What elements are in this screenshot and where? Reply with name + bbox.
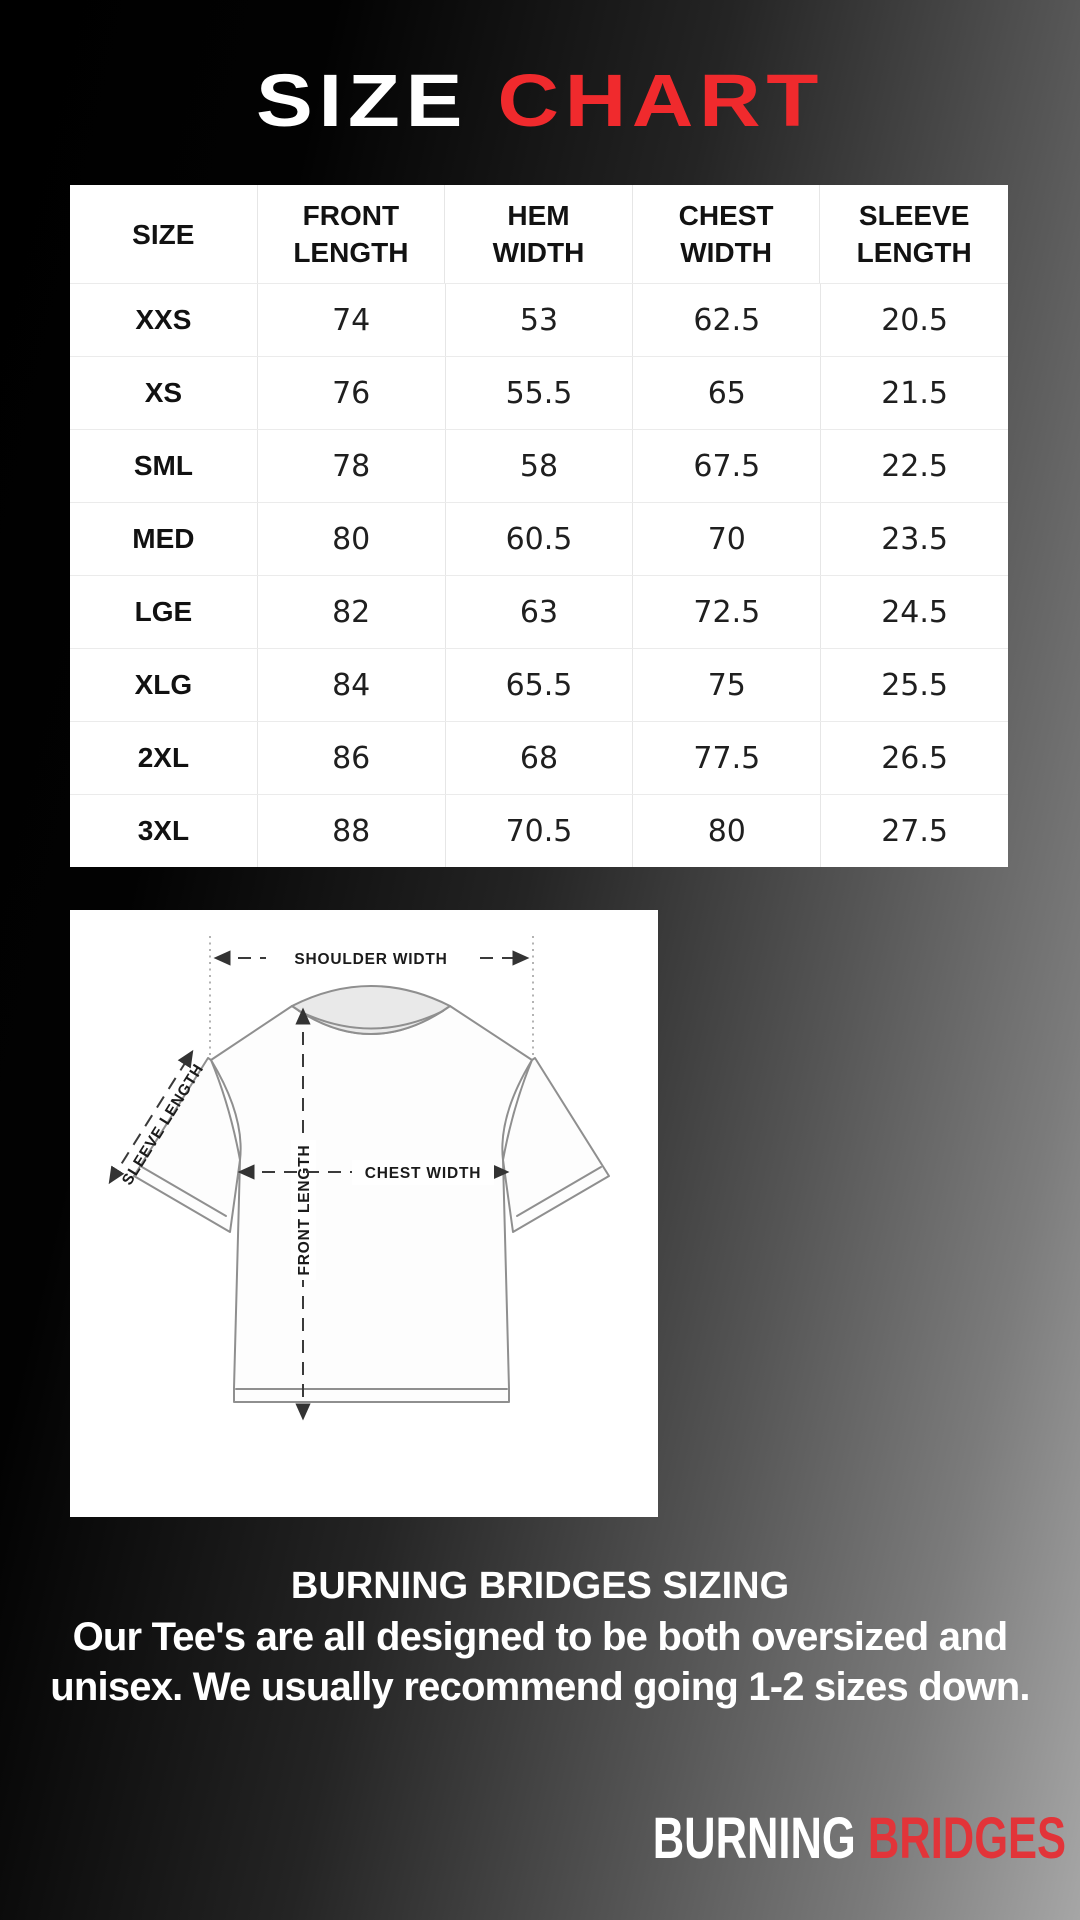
size-chart-table (70, 185, 1008, 867)
measurement-value: 58 (446, 430, 634, 502)
size-label: 3XL (70, 795, 258, 867)
size-label: SML (70, 430, 258, 502)
measurement-value: 22.5 (821, 430, 1008, 502)
brand-logo (515, 1806, 1066, 1871)
measurement-value: 53 (446, 284, 634, 356)
tshirt-diagram (70, 910, 658, 1517)
measurement-value: 77.5 (633, 722, 821, 794)
measurement-value: 74 (258, 284, 446, 356)
chest-width-label: CHEST WIDTH (364, 1165, 482, 1182)
size-label: LGE (70, 576, 258, 648)
table-row (70, 648, 1008, 721)
measurement-value: 88 (258, 795, 446, 867)
table-row (70, 575, 1008, 648)
measurement-value: 70.5 (446, 795, 634, 867)
measurement-value: 80 (258, 503, 446, 575)
size-label: XS (70, 357, 258, 429)
measurement-value: 24.5 (821, 576, 1008, 648)
size-label: XLG (70, 649, 258, 721)
table-row (70, 794, 1008, 867)
measurement-value: 86 (258, 722, 446, 794)
description-heading: BURNING BRIDGES SIZING (290, 1565, 790, 1607)
measurement-value: 55.5 (446, 357, 634, 429)
size-label: XXS (70, 284, 258, 356)
measurement-value: 84 (258, 649, 446, 721)
table-row (70, 283, 1008, 356)
header-size: SIZE (70, 185, 258, 283)
shoulder-width-label: SHOULDER WIDTH (294, 951, 448, 968)
logo-burning-word: BURNING (652, 1806, 856, 1871)
size-label: 2XL (70, 722, 258, 794)
table-row (70, 502, 1008, 575)
tee-body (211, 1006, 532, 1402)
tshirt-diagram-panel (70, 910, 658, 1517)
sleeve-length-label: SLEEVE LENGTH (118, 1060, 208, 1189)
table-header-row (70, 185, 1008, 283)
measurement-value: 76 (258, 357, 446, 429)
table-row (70, 429, 1008, 502)
measurement-value: 60.5 (446, 503, 634, 575)
measurement-value: 70 (633, 503, 821, 575)
measurement-value: 23.5 (821, 503, 1008, 575)
table-row (70, 721, 1008, 794)
measurement-value: 27.5 (821, 795, 1008, 867)
measurement-value: 21.5 (821, 357, 1008, 429)
size-label: MED (70, 503, 258, 575)
logo-bridges-word: BRIDGES (867, 1806, 1066, 1871)
measurement-value: 63 (446, 576, 634, 648)
table-row (70, 356, 1008, 429)
measurement-value: 20.5 (821, 284, 1008, 356)
title-chart-word: CHART (497, 59, 825, 142)
measurement-value: 78 (258, 430, 446, 502)
measurement-value: 25.5 (821, 649, 1008, 721)
size-table-body (70, 283, 1008, 867)
tshirt-drawing (134, 986, 609, 1402)
description-line-2: unisex. We usually recommend going 1-2 sizes down. (50, 1665, 1030, 1709)
measurement-value: 65.5 (446, 649, 634, 721)
page-title (0, 58, 1080, 143)
measurement-value: 68 (446, 722, 634, 794)
measurement-value: 65 (633, 357, 821, 429)
measurement-value: 80 (633, 795, 821, 867)
measurement-value: 62.5 (633, 284, 821, 356)
measurement-value: 72.5 (633, 576, 821, 648)
front-length-label: FRONT LENGTH (296, 1144, 313, 1276)
measurement-value: 75 (633, 649, 821, 721)
measurement-value: 82 (258, 576, 446, 648)
title-size-word: SIZE (255, 59, 469, 142)
measurement-value: 26.5 (821, 722, 1008, 794)
sizing-description (0, 1560, 1080, 1712)
header-sleeve-length: SLEEVE LENGTH (820, 185, 1008, 283)
description-line-1: Our Tee's are all designed to be both oversized and (72, 1615, 1008, 1659)
header-chest-width: CHEST WIDTH (633, 185, 821, 283)
measurement-value: 67.5 (633, 430, 821, 502)
header-hem-width: HEM WIDTH (445, 185, 633, 283)
header-front-length: FRONT LENGTH (258, 185, 446, 283)
